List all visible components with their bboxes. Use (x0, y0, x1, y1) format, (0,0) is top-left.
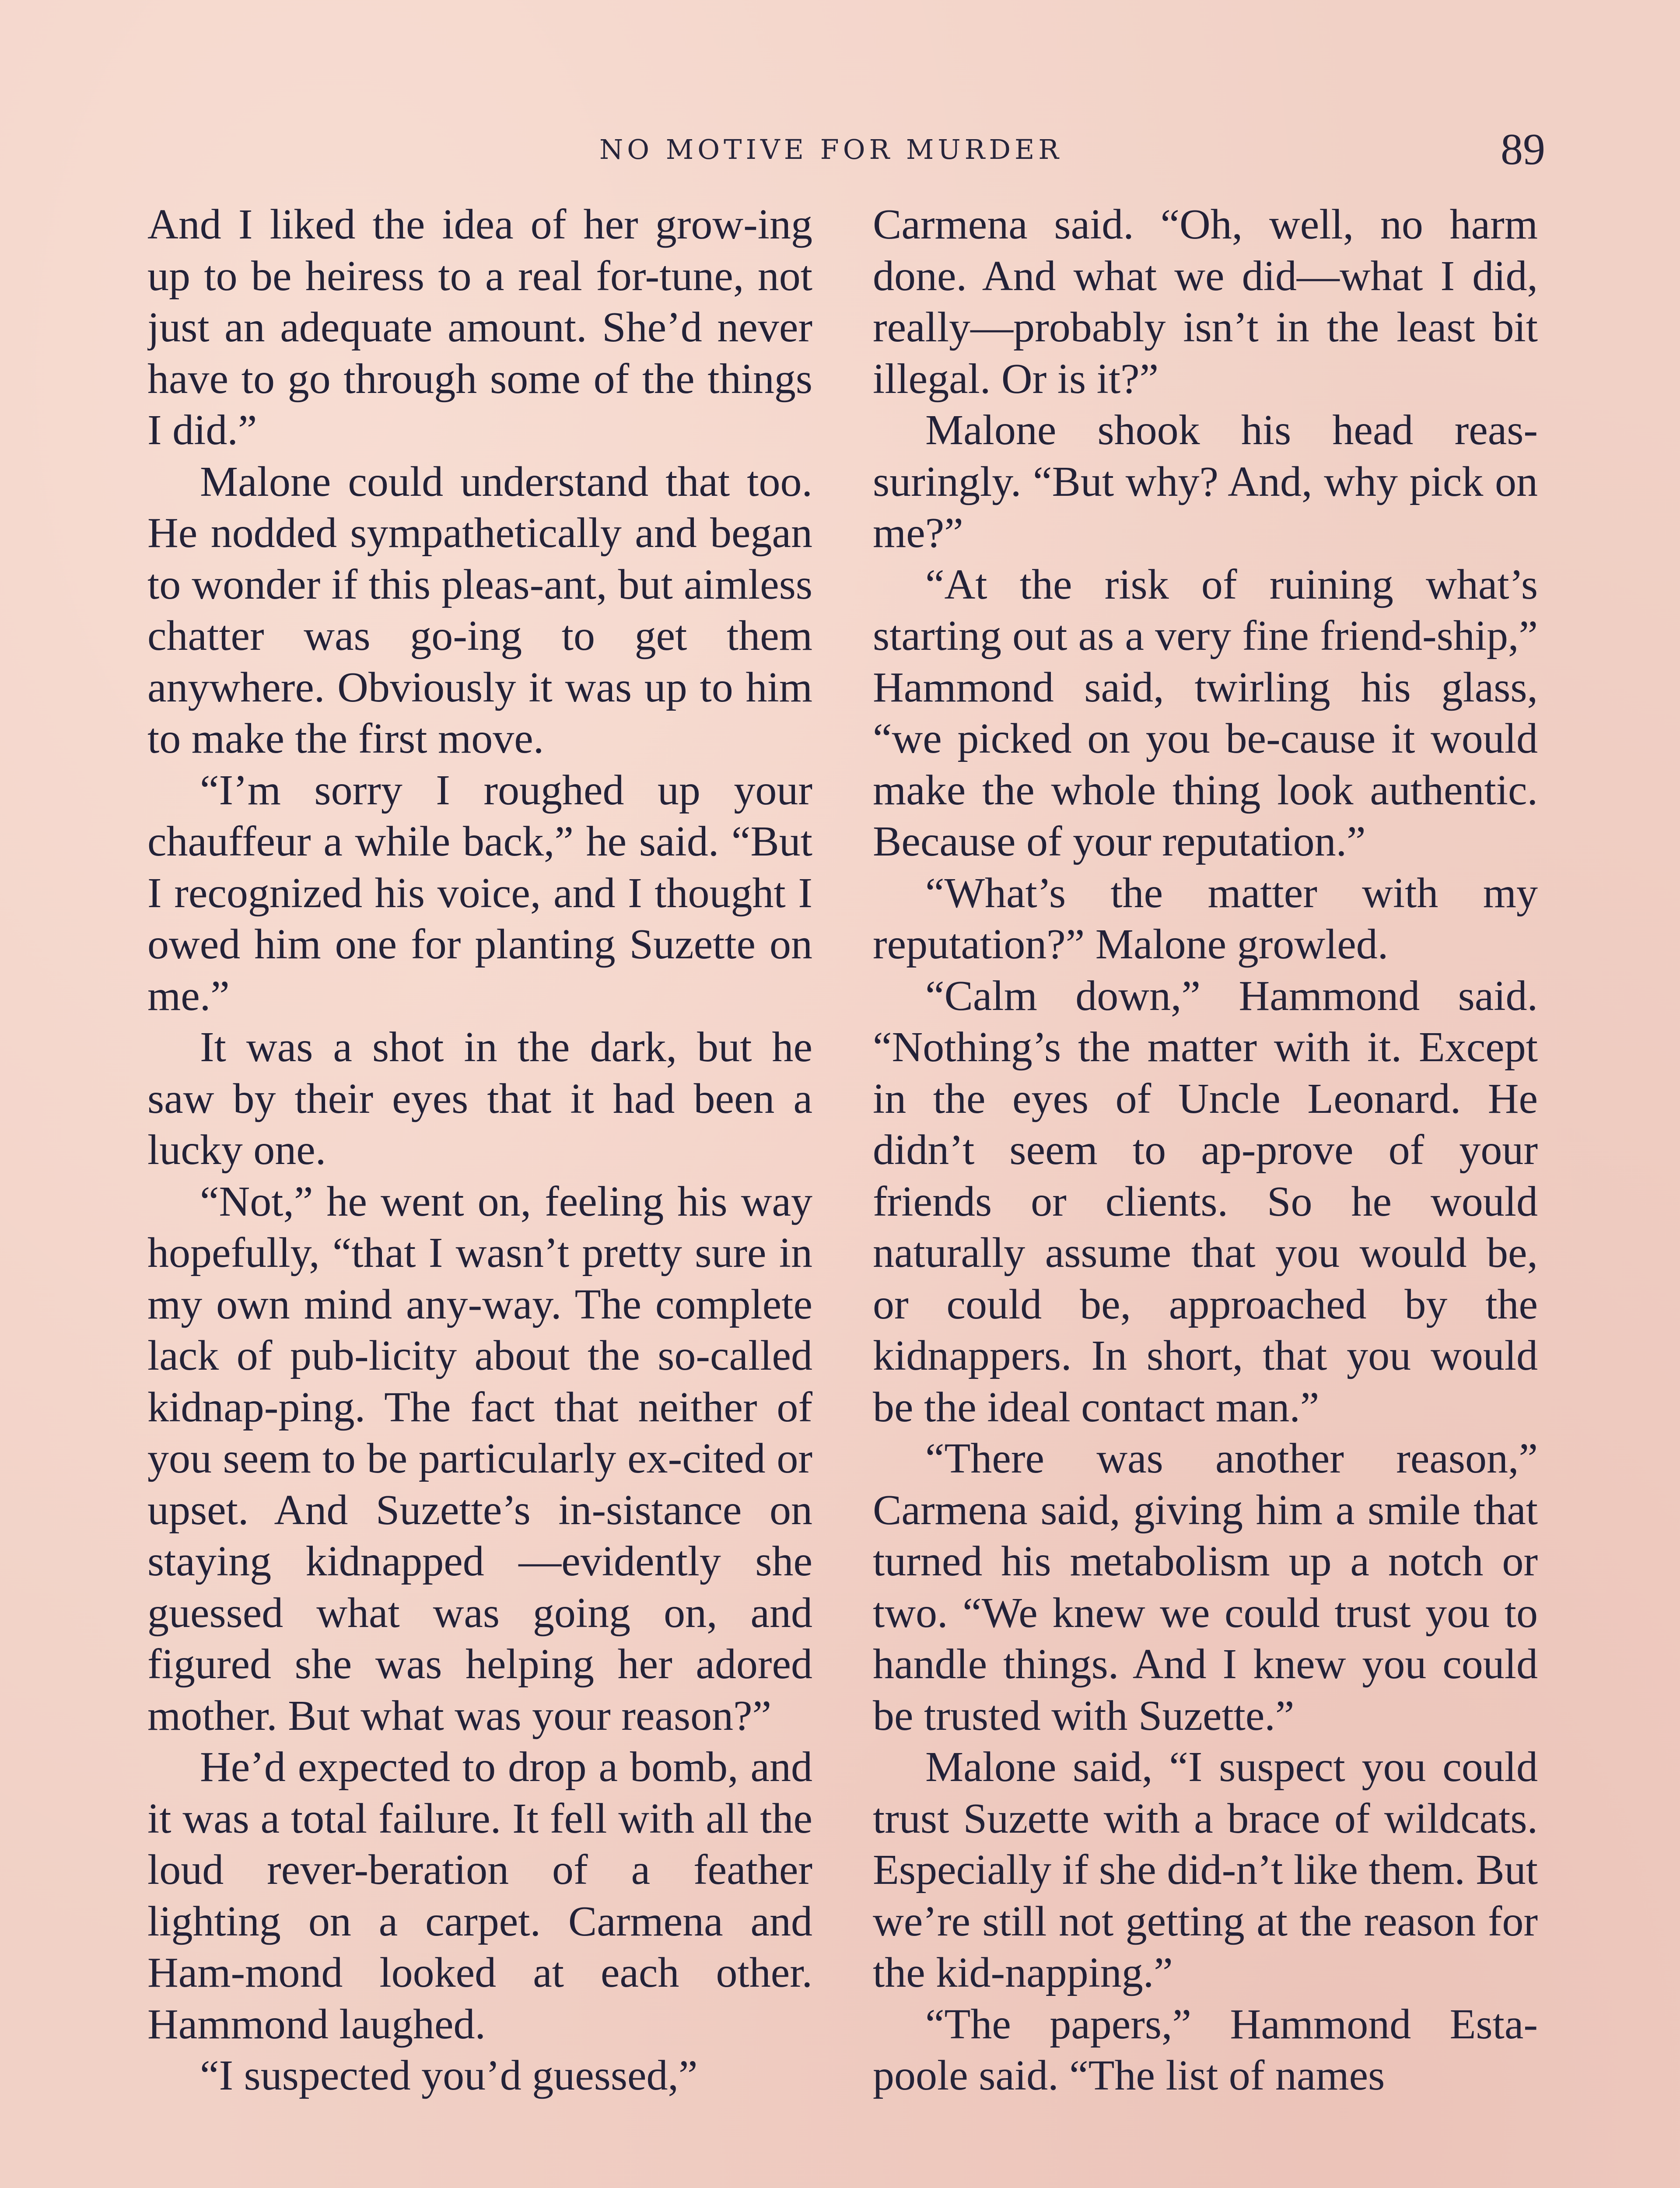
paragraph: “At the risk of ruining what’s starting out as a very fine friend-ship,” Hammond said, twirling his glass, “we picked on you be-cause it would make the whole thing look authentic. Because of your reputation.” (873, 561, 1538, 865)
paragraph-continued: And I liked the idea of her grow-ing up to be heiress to a real for-tune, not just an adequate amount. She’d never have to go through some of the things I did.” (147, 201, 812, 454)
paragraph: He’d expected to drop a bomb, and it was a total failure. It fell with all the loud rever-beration of a feather lighting on a carpet. Carmena and Ham-mond looked at each other. Hammond laughed. (147, 1743, 812, 2048)
paragraph: “There was another reason,” Carmena said, giving him a smile that turned his metabolism up a notch or two. “We knew we could trust you to handle things. And I knew you could be trusted with Suzette.” (873, 1435, 1538, 1739)
paragraph: It was a shot in the dark, but he saw by their eyes that it had been a lucky one. (147, 1024, 812, 1174)
paragraph: “I suspected you’d guessed,” (200, 2052, 698, 2099)
paragraph: “Calm down,” Hammond said. “Nothing’s the matter with it. Except in the eyes of Uncle Leonard. He didn’t seem to ap-prove of your friends or clients. So he would naturally assume that you would be, or could be, approached by the kidnappers. In short, that you would be the ideal contact man.” (873, 972, 1538, 1431)
paragraph: Malone could understand that too. He nodded sympathetically and began to wonder if this pleas-ant, but aimless chatter was go-ing to get them anywhere. Obviously it was up to him to make the first move. (147, 458, 812, 762)
paragraph: “The papers,” Hammond Esta-poole said. “The list of names (873, 2000, 1538, 2099)
right-text-column (873, 199, 1538, 2188)
paragraph: “I’m sorry I roughed up your chauffeur a while back,” he said. “But I recognized his voice, and I thought I owed him one for planting Suzette on me.” (147, 766, 812, 1020)
left-text-column (147, 199, 812, 2188)
paragraph: “Not,” he went on, feeling his way hopefully, “that I wasn’t pretty sure in my own mind any-way. The complete lack of pub-licity about the so-called kidnap-ping. The fact that neither of you seem to be particularly ex-cited or upset. And Suzette’s in-sistance on staying kidnapped —evidently she guessed what was going on, and figured she was helping her adored mother. But what was your reason?” (147, 1178, 812, 1739)
paragraph: “What’s the matter with my reputation?” Malone growled. (873, 869, 1538, 968)
page-number: 89 (1501, 125, 1545, 174)
paragraph: Malone shook his head reas-suringly. “But why? And, why pick on me?” (873, 407, 1538, 557)
paragraph-continued: Carmena said. “Oh, well, no harm done. And what we did—what I did, really—probably isn’t in the least bit illegal. Or is it?” (873, 201, 1538, 403)
paragraph: Malone said, “I suspect you could trust Suzette with a brace of wildcats. Especially if she did-n’t like them. But we’re still not getting at the reason for the kid-napping.” (873, 1743, 1538, 1996)
running-title: NO MOTIVE FOR MURDER (599, 133, 1063, 165)
